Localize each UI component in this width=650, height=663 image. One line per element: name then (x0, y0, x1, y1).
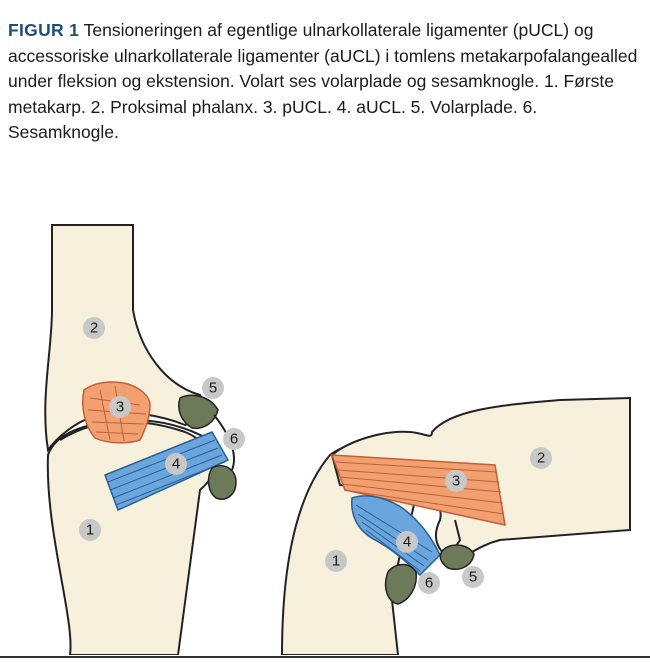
marker-1-right: 1 (331, 552, 341, 570)
marker-2-right: 2 (536, 449, 546, 467)
caption-text: Tensioneringen af egentlige ulnarkollaterale ligamenter (pUCL) og accessoriske ulnarkollaterale ligamenter (aUCL) i tomlens metakarpofalangealled under fleksion og ekstension. Volart ses volarplade og sesamknogle. 1. Første metakarp. 2. Proksimal phalanx. 3. pUCL. 4. aUCL. 5. Volarplade. 6. Sesamknogle. (8, 20, 638, 142)
figure-caption (8, 18, 642, 146)
marker-5-right: 5 (468, 568, 478, 586)
volar-plate-right (440, 545, 474, 569)
marker-4-right: 4 (402, 533, 412, 551)
marker-6-left: 6 (229, 430, 239, 448)
sesamoid-left (209, 466, 236, 499)
figure-label: FIGUR 1 (8, 20, 80, 40)
right-joint-flexion (282, 398, 630, 655)
marker-1-left: 1 (85, 521, 95, 539)
sesamoid-right (386, 565, 417, 605)
marker-6-right: 6 (424, 574, 434, 592)
marker-2-left: 2 (89, 319, 99, 337)
marker-3-left: 3 (115, 398, 125, 416)
left-joint-extension (45, 225, 239, 655)
marker-5-left: 5 (208, 379, 218, 397)
marker-4-left: 4 (171, 455, 181, 473)
marker-3-right: 3 (451, 472, 461, 490)
joint-illustration (0, 200, 650, 655)
bottom-divider (0, 656, 650, 658)
